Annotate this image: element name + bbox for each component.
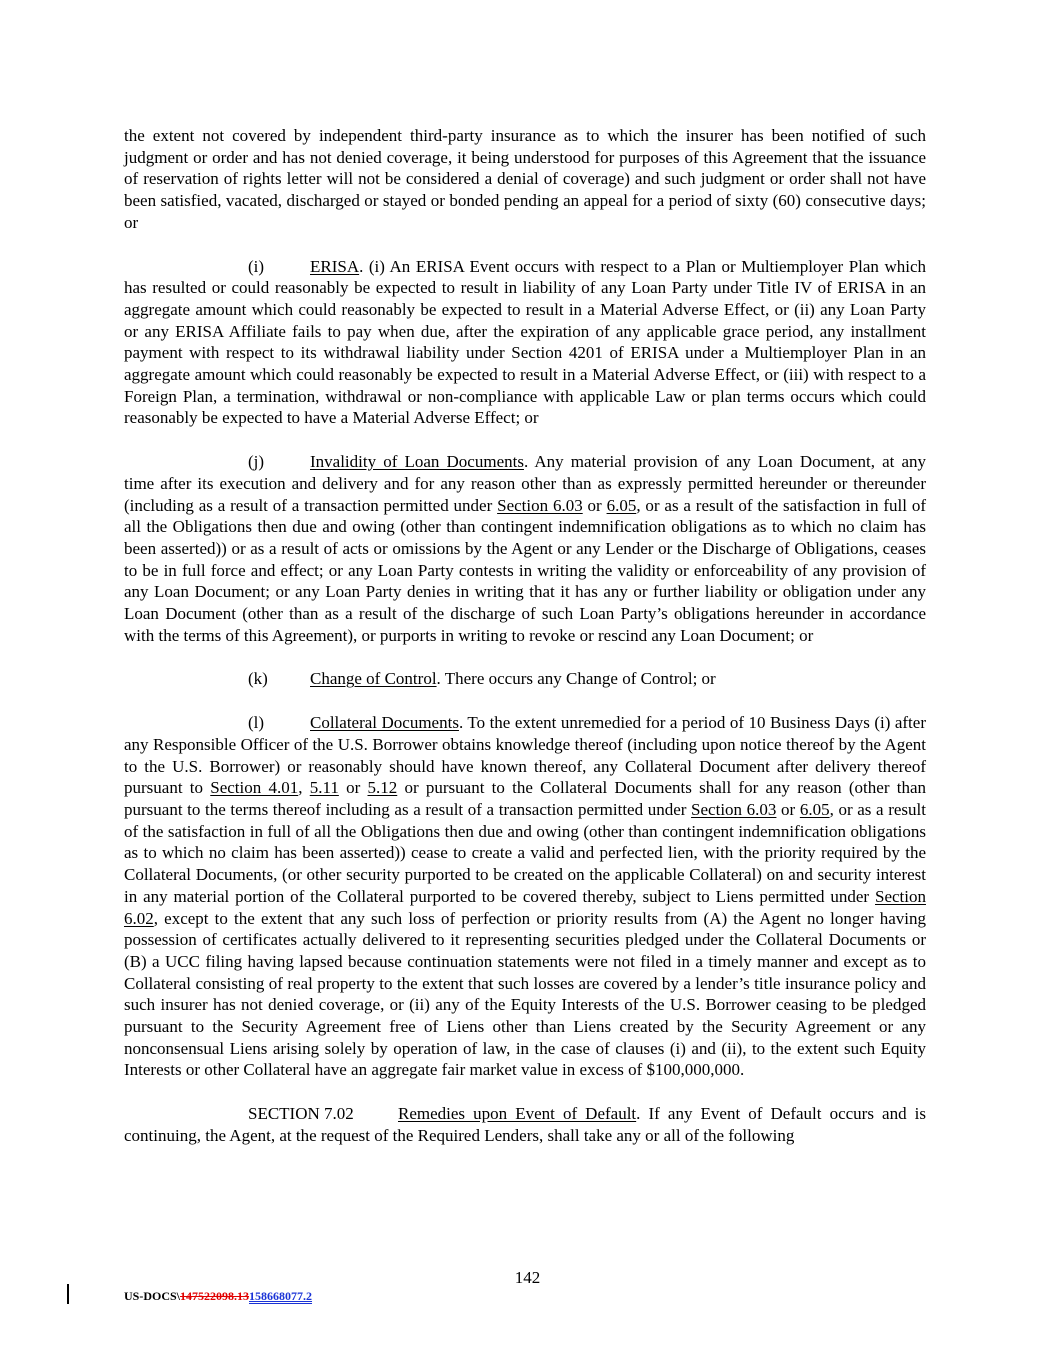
doc-id-inserted: 158668077.2 — [249, 1289, 313, 1303]
clause-i-heading: ERISA — [310, 256, 360, 276]
clause-i-label: (i) — [248, 256, 265, 276]
section-ref: Section 6.03 — [497, 495, 583, 515]
continued-paragraph: the extent not covered by independent third-party insurance as to which the insurer has been notified of such judgment or order and has not denied coverage, it being understood for purposes of this Agreement that the issuance of reservation of rights letter will not be considered a denial of coverage) and such judgment or order shall not have been satisfied, vacated, discharged or stayed or bonded pending an appeal for a period of sixty (60) consecutive days; or — [124, 126, 926, 232]
clause-k-label: (k) — [248, 669, 268, 689]
section-ref: 6.05 — [606, 495, 637, 515]
clause-l-text: or pursuant to the Collateral Documents shall for any reason (other than pursuant to the terms thereof including as a result of a transaction permitted under — [124, 778, 926, 819]
clause-k-heading: Change of Control — [310, 669, 437, 689]
doc-id-deleted: 147522098.13 — [180, 1289, 250, 1303]
clause-l-label: (l) — [248, 713, 265, 733]
document-body — [124, 125, 926, 1147]
clause-j — [124, 451, 926, 646]
clause-k — [124, 668, 926, 690]
clause-l-text: or — [776, 799, 800, 819]
clause-l-heading: Collateral Documents — [310, 713, 459, 733]
clause-j-text: or — [582, 495, 607, 515]
clause-j-label: (j) — [248, 452, 265, 472]
doc-id-prefix: US-DOCS\ — [124, 1289, 181, 1303]
clause-i-text: . (i) An ERISA Event occurs with respect to a Plan or Multiemployer Plan which has resulted or could reasonably be expected to result in liability of any Loan Party under Title IV of ERISA in an aggregate amount which could reasonably be expected to result in a Material Adverse Effect, or (ii) any Loan Party or any ERISA Affiliate fails to pay when due, after the expiration of any applicable grace period, any installment payment with respect to its withdrawal liability under Section 4201 of ERISA under a Multiemployer Plan in an aggregate amount which could reasonably be expected to result in a Material Adverse Effect, or (iii) with respect to a Foreign Plan, a termination, withdrawal or non-compliance with applicable Law or plan terms occurs which could reasonably be expected to have a Material Adverse Effect; or — [124, 256, 926, 428]
clause-l-text: , except to the extent that any such loss of perfection or priority results from (A) the Agent no longer having possession of certificates actually delivered to it representing securities pledged under the Collateral Documents or (B) a UCC filing having lapsed because continuation statements were not filed in a timely manner and except as to Collateral consisting of real property to the extent that such losses are covered by a lender’s title insurance policy and such insurer has not denied coverage, or (ii) any of the Equity Interests of the U.S. Borrower ceasing to be pledged pursuant to the Security Agreement free of Liens other than Liens created by the Security Agreement or any nonconsensual Liens arising solely by operation of law, in the case of clauses (i) and (ii), to the extent such Equity Interests or other Collateral have an aggregate fair market value in excess of $100,000,000. — [124, 908, 926, 1080]
clause-k-text: . There occurs any Change of Control; or — [436, 669, 716, 689]
clause-i — [124, 256, 926, 430]
clause-l-text: , or as a result of the satisfaction in full of all the Obligations then due and owing (other than contingent indemnification obligations as to which no claim has been asserted)) cease to create a valid and perfected lien, with the priority required by the Collateral Documents, (or other security purported to be created on the applicable Collateral) on and security interest in any material portion of the Collateral purported to be covered thereby, subject to Liens permitted under — [124, 799, 926, 906]
section-ref: 5.11 — [309, 778, 339, 798]
clause-j-text: . Any material provision of any Loan Document, at any time after its execution and delivery and for any reason other than as expressly permitted hereunder or thereunder (including as a result of a transaction permitted under — [124, 452, 926, 515]
clause-j-heading: Invalidity of Loan Documents — [310, 452, 524, 472]
section-ref: 5.12 — [367, 778, 398, 798]
clause-l-text: , — [298, 778, 310, 798]
section-ref: Section 6.03 — [691, 799, 777, 819]
clause-j-text: , or as a result of the satisfaction in full of all the Obligations then due and owing (other than contingent indemnification obligations as to which no claim has been asserted)) or as a result of acts or omissions by the Agent or any Lender or the Discharge of Obligations, ceases to be in full force and effect; or any Loan Party contests in writing the validity or enforceability of any provision of any Loan Document; or any Loan Party denies in writing that it has any or further liability or obligation under any Loan Document (other than as a result of the discharge of such Loan Party’s obligations hereunder in accordance with the terms of this Agreement), or purports in writing to revoke or rescind any Loan Document; or — [124, 495, 926, 645]
change-bar — [67, 1284, 69, 1304]
page-number: 142 — [514, 1268, 541, 1287]
section-ref: 6.05 — [799, 799, 830, 819]
section-7-02 — [124, 1103, 926, 1146]
clause-l — [124, 712, 926, 1081]
section-7-02-heading: Remedies upon Event of Default — [398, 1104, 637, 1124]
clause-l-text: or — [338, 778, 368, 798]
section-ref: Section 4.01 — [210, 778, 299, 798]
section-7-02-label: SECTION 7.02 — [248, 1104, 354, 1124]
section-ref: Section 6.02 — [124, 886, 926, 928]
document-id — [124, 1289, 312, 1304]
clause-l-text: . To the extent unremedied for a period of 10 Business Days (i) after any Responsible Officer of the U.S. Borrower obtains knowledge thereof (including upon notice thereof by the Agent to the U.S. Borrower) or reasonably should have known thereof, any Collateral Document after delivery thereof pursuant to — [124, 713, 926, 798]
section-7-02-text: . If any Event of Default occurs and is continuing, the Agent, at the request of the Required Lenders, shall take any or all of the following — [124, 1104, 926, 1145]
